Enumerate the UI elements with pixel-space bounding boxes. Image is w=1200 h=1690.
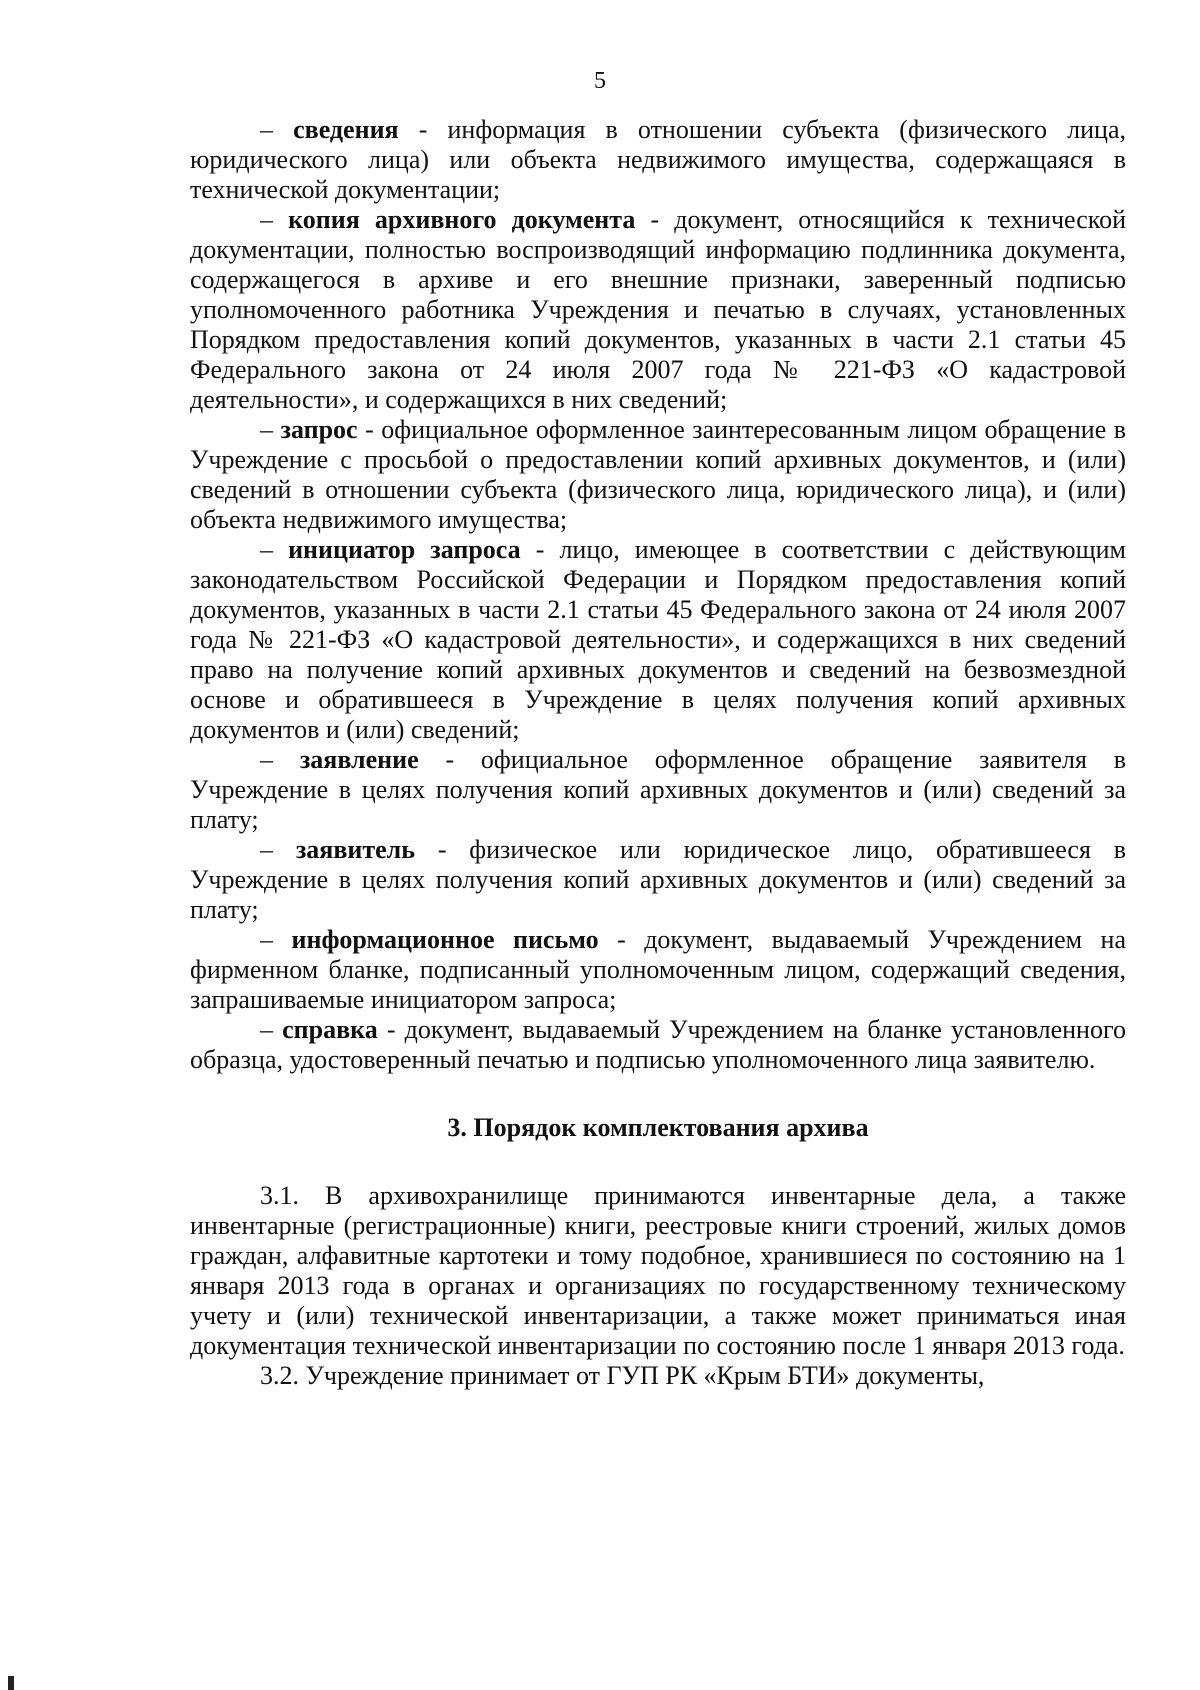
page-number: 5: [594, 68, 606, 94]
definition-term: заявление: [299, 745, 419, 774]
definition-zayavitel: – заявитель - физическое или юридическое лицо, обратившееся в Учреждение в целях получения копий архивных документов и (или) сведений за плату;: [190, 835, 1126, 924]
section-paragraph: 3.1. В архивохранилище принимаются инвентарные дела, а также инвентарные (регистрационные) книги, реестровые книги строений, жилых домов граждан, алфавитные картотеки и тому подобное, хранившиеся по состоянию на 1 января 2013 года в органах и организациях по государственному техническому учету и (или) технической инвентаризации, а также может приниматься иная документация технической инвентаризации по состоянию после 1 января 2013 года.: [190, 1181, 1126, 1360]
section-heading: 3. Порядок комплектования архива: [447, 1113, 869, 1142]
definition-kopiya-arkhivnogo-dokumenta: – копия архивного документа - документ, относящийся к технической документации, полностью воспроизводящий информацию подлинника документа, содержащегося в архиве и его внешние признаки, заверенный подписью уполномоченного работника Учреждения и печатью в случаях, установленных Порядком предоставления копий документов, указанных в части 2.1 статьи 45 Федерального закона от 24 июля 2007 года № 221-ФЗ «О кадастровой деятельности», и содержащихся в них сведений;: [190, 205, 1126, 414]
definition-text: - лицо, имеющее в соответствии с действующим законодательством Российской Федерации и Порядком предоставления копий документов, указанных в части 2.1 статьи 45 Федерального закона от 24 июля 2007 года № 221-ФЗ «О кадастровой деятельности», и содержащихся в них сведений право на получение копий архивных документов и сведений на безвозмездной основе и обратившееся в Учреждение в целях получения копий архивных документов и (или) сведений;: [190, 535, 1126, 744]
definition-term: инициатор запроса: [288, 535, 521, 564]
definition-text: - официальное оформленное заинтересованным лицом обращение в Учреждение с просьбой о предоставлении копий архивных документов, и (или) сведений в отношении субъекта (физического лица, юридического лица), и (или) объекта недвижимого имущества;: [190, 415, 1127, 534]
definition-svedeniya: – сведения - информация в отношении субъекта (физического лица, юридического лица) или объекта недвижимого имущества, содержащаяся в технической документации;: [190, 115, 1127, 204]
definition-text: - документ, выдаваемый Учреждением на бланке установленного образца, удостоверенный печатью и подписью уполномоченного лица заявителю.: [190, 1015, 1126, 1074]
definition-term: заявитель: [295, 835, 415, 864]
definition-informatsionnoe-pismo: – информационное письмо - документ, выдаваемый Учреждением на фирменном бланке, подписанный уполномоченным лицом, содержащий сведения, запрашиваемые инициатором запроса;: [190, 925, 1126, 1014]
definition-term: запрос: [280, 415, 358, 444]
definition-spravka: – справка - документ, выдаваемый Учреждением на бланке установленного образца, удостоверенный печатью и подписью уполномоченного лица заявителю.: [190, 1015, 1126, 1074]
definition-term: справка: [282, 1015, 378, 1044]
definition-term: сведения: [293, 115, 399, 144]
definition-text: - официальное оформленное обращение заявителя в Учреждение в целях получения копий архивных документов и (или) сведений за плату;: [190, 745, 1126, 834]
definition-term: копия архивного документа: [288, 205, 636, 234]
definition-zayavlenie: – заявление - официальное оформленное обращение заявителя в Учреждение в целях получения копий архивных документов и (или) сведений за плату;: [190, 745, 1126, 834]
definition-text: - документ, относящийся к технической документации, полностью воспроизводящий информацию подлинника документа, содержащегося в архиве и его внешние признаки, заверенный подписью уполномоченного работника Учреждения и печатью в случаях, установленных Порядком предоставления копий документов, указанных в части 2.1 статьи 45 Федерального закона от 24 июля 2007 года № 221-ФЗ «О кадастровой деятельности», и содержащихся в них сведений;: [190, 205, 1126, 414]
document-body: [190, 115, 1126, 1391]
definition-zapros: – запрос - официальное оформленное заинтересованным лицом обращение в Учреждение с просьбой о предоставлении копий архивных документов, и (или) сведений в отношении субъекта (физического лица, юридического лица), и (или) объекта недвижимого имущества;: [190, 415, 1127, 534]
definition-text: - документ, выдаваемый Учреждением на фирменном бланке, подписанный уполномоченным лицом, содержащий сведения, запрашиваемые инициатором запроса;: [190, 925, 1126, 1014]
definition-term: информационное письмо: [291, 925, 599, 954]
scan-artifact-mark: [8, 1676, 14, 1690]
section-paragraph: 3.2. Учреждение принимает от ГУП РК «Крым БТИ» документы,: [260, 1361, 985, 1390]
definition-text: - информация в отношении субъекта (физического лица, юридического лица) или объекта недвижимого имущества, содержащаяся в технической документации;: [190, 115, 1127, 204]
definition-initsiator-zaprosa: – инициатор запроса - лицо, имеющее в соответствии с действующим законодательством Российской Федерации и Порядком предоставления копий документов, указанных в части 2.1 статьи 45 Федерального закона от 24 июля 2007 года № 221-ФЗ «О кадастровой деятельности», и содержащихся в них сведений право на получение копий архивных документов и сведений на безвозмездной основе и обратившееся в Учреждение в целях получения копий архивных документов и (или) сведений;: [190, 535, 1126, 744]
definition-text: - физическое или юридическое лицо, обратившееся в Учреждение в целях получения копий архивных документов и (или) сведений за плату;: [190, 835, 1126, 924]
